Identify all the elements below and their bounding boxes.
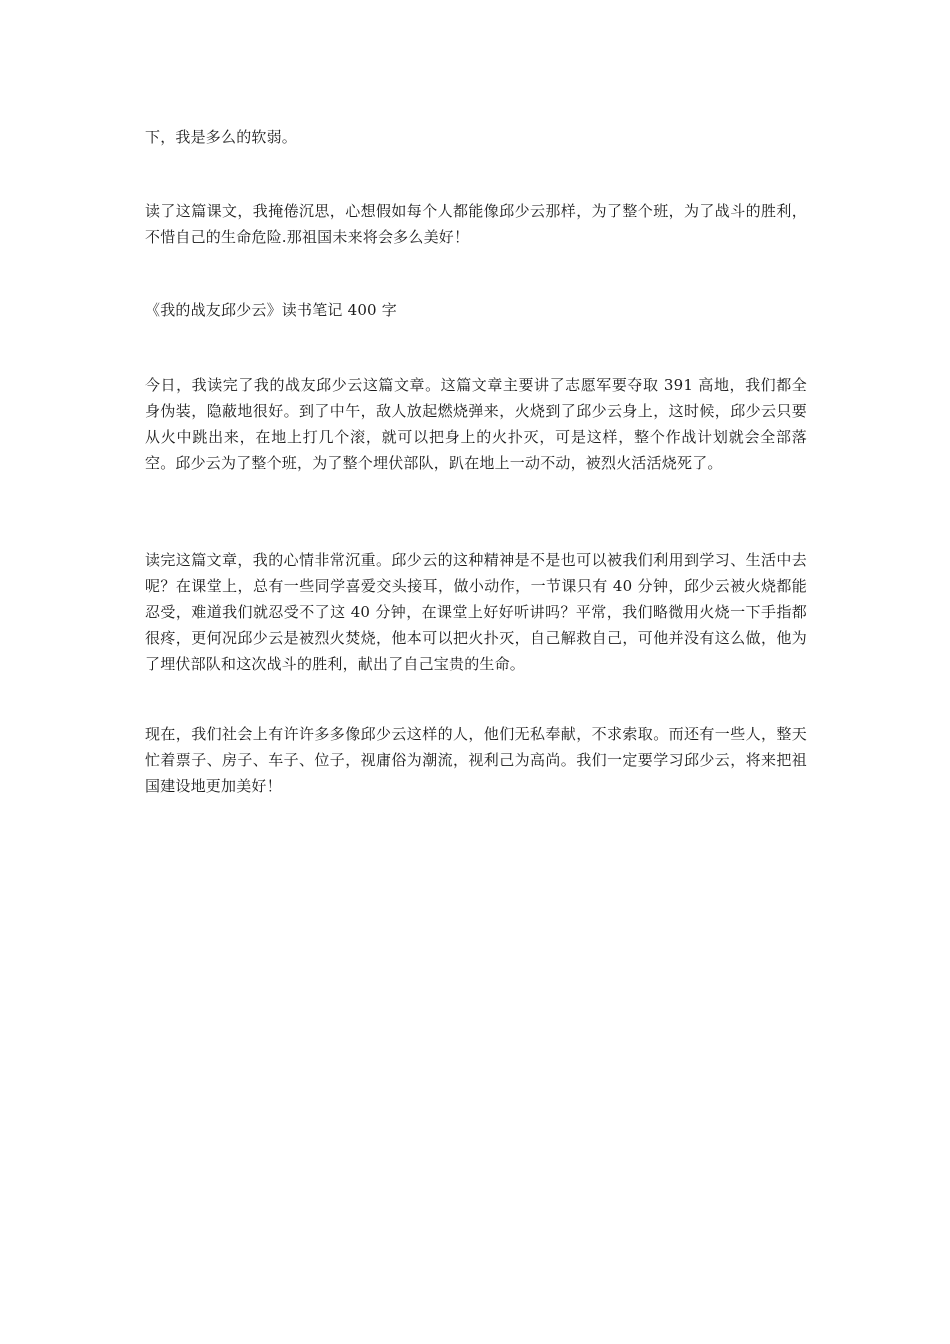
paragraph-conclusion: 现在，我们社会上有许许多多像邱少云这样的人，他们无私奉献，不求索取。而还有一些人，整天忙着票子、房子、车子、位子，视庸俗为潮流，视利己为高尚。我们一定要学习邱少云，将来把祖国建设地更加美好！ [145,725,807,795]
paragraph-continuation: 下，我是多么的软弱。 [145,128,298,146]
paragraph-summary: 今日，我读完了我的战友邱少云这篇文章。这篇文章主要讲了志愿军要夺取 391 高地，我们都全身伪装，隐蔽地很好。到了中午，敌人放起燃烧弹来，火烧到了邱少云身上，这时候，邱少云只要从火中跳出来，在地上打几个滚，就可以把身上的火扑灭，可是这样，整个作战计划就会全部落空。邱少云为了整个班，为了整个埋伏部队，趴在地上一动不动，被烈火活活烧死了。 [145,376,807,472]
paragraph-feelings: 读完这篇文章，我的心情非常沉重。邱少云的这种精神是不是也可以被我们利用到学习、生活中去呢？在课堂上，总有一些同学喜爱交头接耳，做小动作，一节课只有 40 分钟，邱少云被火烧都能忍受，难道我们就忍受不了这 40 分钟，在课堂上好好听讲吗？平常，我们略微用火烧一下手指都很疼，更何况邱少云是被烈火焚烧，他本可以把火扑灭，自己解救自己，可他并没有这么做，他为了埋伏部队和这次战斗的胜利，献出了自己宝贵的生命。 [145,551,807,673]
section-title: 《我的战友邱少云》读书笔记 400 字 [145,301,397,319]
paragraph-reflection: 读了这篇课文，我掩倦沉思，心想假如每个人都能像邱少云那样，为了整个班，为了战斗的胜利，不惜自己的生命危险.那祖国未来将会多么美好！ [145,202,807,246]
